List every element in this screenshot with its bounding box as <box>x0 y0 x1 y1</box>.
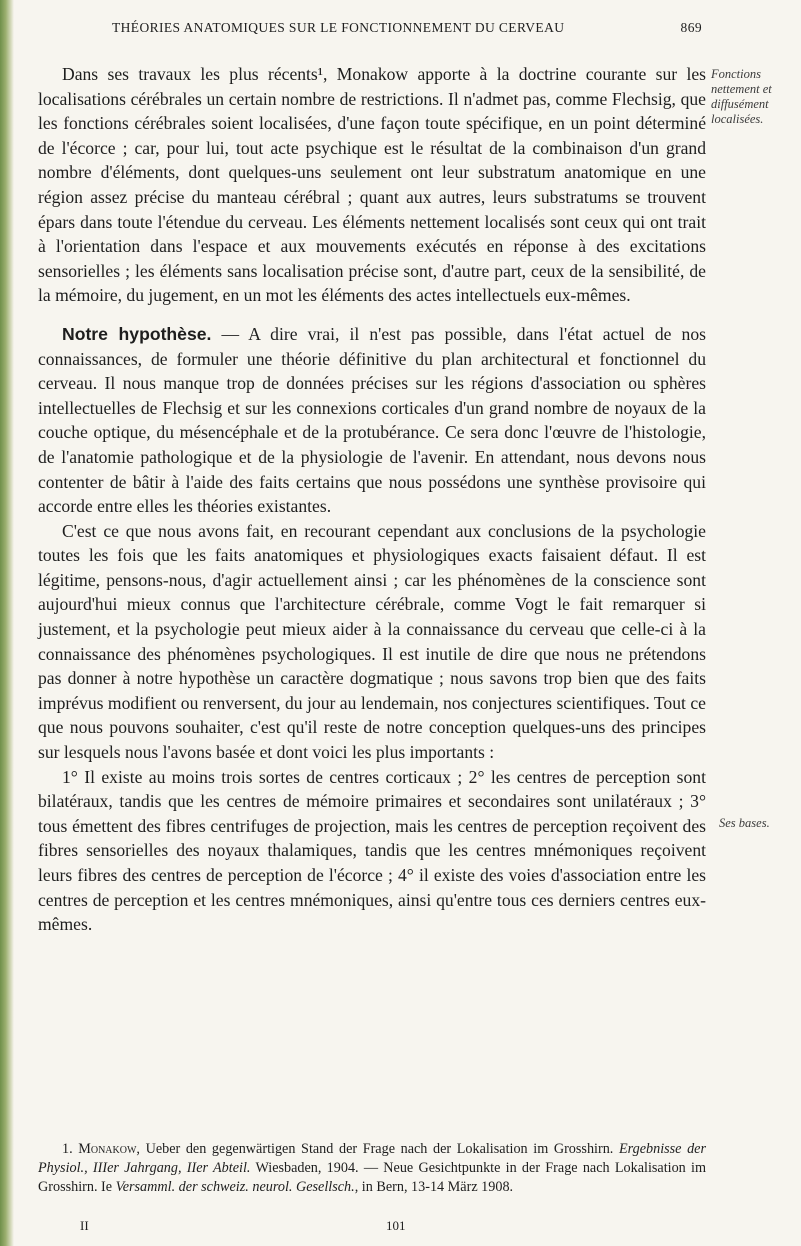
paragraph-method: C'est ce que nous avons fait, en recourant cependant aux conclusions de la psychologie toutes les fois que les faits anatomiques et physiologiques exacts faisaient défaut. Il est légitime, pensons-nous, d'agir actuellement ainsi ; car les phénomènes de la conscience sont aujourd'hui mieux connus que l'architecture cérébrale, comme Vogt le fait remarquer si justement, et la psychologie peut mieux aider à la connaissance du cerveau que celle-ci à la connaissance des phénomènes psychologiques. Il est inutile de dire que nous ne prétendons pas donner à notre hypothèse un caractère dogmatique ; nous savons trop bien que des faits imprévus modifient ou renversent, du jour au lendemain, nos conjectures scientifiques. Tout ce que nous pouvons souhaiter, c'est qu'il reste de notre conception quelques-uns des principes sur lesquels nous l'avons basée et dont voici les plus importants : <box>38 520 706 763</box>
footnote-text <box>38 1140 706 1197</box>
section-heading: Notre hypothèse. <box>62 323 212 344</box>
footnote-author: Monakow <box>78 1141 137 1157</box>
page-number: 869 <box>680 20 702 35</box>
footnote-journal: Ergebnisse der Physiol., IIIer Jahrgang, IIer Abteil. <box>38 1141 706 1176</box>
footnote-society: Versamml. der schweiz. neurol. Gesellsch. <box>115 1179 355 1195</box>
footnote <box>38 1140 706 1197</box>
footnote-part: , in Bern, 13-14 März 1908. <box>354 1179 514 1195</box>
paragraph-hypothesis-text: — A dire vrai, il n'est pas possible, dans l'état actuel de nos connaissances, de formuler une théorie définitive du plan architectural et fonctionnel du cerveau. Il nous manque trop de données précises sur les régions d'association ou sphères intellectuelles de Flechsig et sur les connexions corticales d'un grand nombre de noyaux de la couche optique, du mésencéphale et de la protubérance. Ce sera donc l'œuvre de l'histologie, de l'anatomie pathologique et de la physiologie de l'avenir. En attendant, nous devons nous contenter de bâtir à l'aide des faits certains que nous possédons une synthèse provisoire qui accorde entre elles les théories existantes. <box>38 323 706 517</box>
paragraph-principles: 1° Il existe au moins trois sortes de centres corticaux ; 2° les centres de perception sont bilatéraux, tandis que les centres de mémoire primaires et secondaires sont unilatéraux ; 3° tous émettent des fibres centrifuges de projection, mais les centres de perception reçoivent des fibres sensorielles des noyaux thalamiques, tandis que les centres mnémoniques reçoivent leurs fibres des centres de perception de l'écorce ; 4° il existe des voies d'association entre les centres de perception et les centres mnémoniques, ainsi qu'entre tous ces derniers centres eux-mêmes. <box>38 766 706 935</box>
footnote-part: Wiesbaden, 1904. — Neue Gesichtpunkte in der Frage nach Lokalisation im Grosshirn. Ie <box>38 1160 706 1195</box>
margin-note-bases: Ses bases. <box>719 816 770 830</box>
footnote-number: 1. <box>62 1141 79 1157</box>
body-text <box>38 62 706 937</box>
sheet-signature: 101 <box>386 1218 406 1233</box>
footnote-part: , Ueber den gegenwärtigen Stand der Frage nach der Lokalisation im Grosshirn. <box>136 1141 619 1157</box>
header-title: THÉORIES ANATOMIQUES SUR LE FONCTIONNEMENT DU CERVEAU <box>112 20 565 35</box>
paragraph-hypothesis <box>38 322 706 519</box>
paragraph-monakow: Dans ses travaux les plus récents¹, Monakow apporte à la doctrine courante sur les localisations cérébrales un certain nombre de restrictions. Il n'admet pas, comme Flechsig, que les fonctions cérébrales soient localisées, d'une façon toute spécifique, en un point déterminé de l'écorce ; car, pour lui, tout acte psychique est le résultat de la combinaison d'un grand nombre d'éléments, dont quelques-uns seulement ont leur substratum anatomique en une région assez précise du manteau cérébral ; quant aux autres, leurs substratums se trouvent épars dans toute l'étendue du cerveau. Les éléments nettement localisés sont ceux qui ont trait à l'orientation dans l'espace et aux mouvements exécutés en réponse à des excitations sensorielles ; les éléments sans localisation précise sont, d'autre part, ceux de la sensibilité, de la mémoire, du jugement, en un mot les éléments des actes intellectuels eux-mêmes. <box>38 64 706 306</box>
volume-signature: II <box>80 1218 89 1233</box>
page-edge <box>0 0 14 1246</box>
margin-note-localisation: Fonctions nettement et diffusément localisées. <box>711 67 772 126</box>
